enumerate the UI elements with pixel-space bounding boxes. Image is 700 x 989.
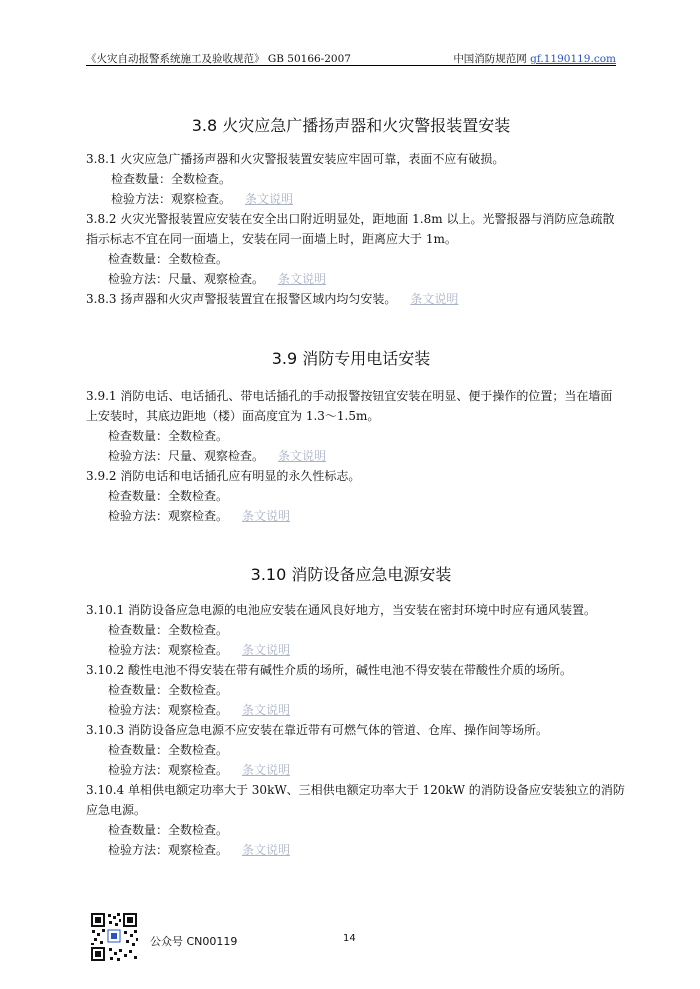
check-quantity: 检查数量：全数检查。: [108, 683, 229, 697]
check-method-text: 检验方法：观察检查。: [108, 703, 229, 717]
clause-text: 上安装时，其底边距地（楼）面高度宜为 1.3～1.5m。: [86, 409, 380, 423]
check-method: [108, 509, 290, 523]
header-doc-title: 《火灾自动报警系统施工及验收规范》 GB 50166-2007: [86, 53, 351, 65]
check-method: [108, 703, 290, 717]
check-method-text: 检验方法：观察检查。: [111, 192, 232, 206]
clause-text-body: 3.8.3 扬声器和火灾声警报装置宜在报警区域内均匀安装。: [86, 292, 397, 306]
check-method-text: 检验方法：尺量、观察检查。: [108, 449, 265, 463]
page-number: 14: [343, 933, 356, 944]
check-method-text: 检验方法：观察检查。: [108, 763, 229, 777]
clause-text: 3.10.2 酸性电池不得安装在带有碱性介质的场所，碱性电池不得安装在带酸性介质的场所。: [86, 663, 572, 677]
check-method-text: 检验方法：观察检查。: [108, 843, 229, 857]
check-quantity: 检查数量：全数检查。: [108, 252, 229, 266]
explanation-link[interactable]: 条文说明: [278, 449, 327, 463]
explanation-link[interactable]: 条文说明: [278, 272, 327, 286]
header-site: [453, 51, 616, 66]
clause-text: 3.9.2 消防电话和电话插孔应有明显的永久性标志。: [86, 469, 361, 483]
check-method: [108, 763, 290, 777]
check-quantity: 检查数量：全数检查。: [108, 489, 229, 503]
wechat-account: 公众号 CN00119: [150, 935, 238, 948]
check-quantity: 检查数量：全数检查。: [108, 429, 229, 443]
clause-text: 3.9.1 消防电话、电话插孔、带电话插孔的手动报警按钮宜安装在明显、便于操作的位置；当在墙面: [86, 389, 613, 403]
check-method-text: 检验方法：观察检查。: [108, 643, 229, 657]
check-method: [108, 843, 290, 857]
check-quantity: 检查数量：全数检查。: [108, 623, 229, 637]
explanation-link[interactable]: 条文说明: [242, 643, 291, 657]
clause-text: 应急电源。: [86, 803, 147, 817]
check-method-text: 检验方法：观察检查。: [108, 509, 229, 523]
explanation-link[interactable]: 条文说明: [242, 703, 291, 717]
explanation-link[interactable]: 条文说明: [242, 509, 291, 523]
check-quantity: 检查数量：全数检查。: [111, 172, 232, 186]
explanation-link[interactable]: 条文说明: [242, 763, 291, 777]
clause-text: 3.10.3 消防设备应急电源不应安装在靠近带有可燃气体的管道、仓库、操作间等场所。: [86, 723, 548, 737]
check-method: [108, 272, 326, 286]
clause-text: [86, 292, 458, 306]
explanation-link[interactable]: 条文说明: [242, 843, 291, 857]
qr-code-icon: [90, 912, 138, 962]
check-method: [108, 449, 326, 463]
section-title: 3.9 消防专用电话安装: [271, 349, 431, 368]
clause-text: 3.10.4 单相供电额定功率大于 30kW、三相供电额定功率大于 120kW 的消防设备应安装独立的消防: [86, 783, 625, 797]
check-quantity: 检查数量：全数检查。: [108, 823, 229, 837]
clause-text: 指示标志不宜在同一面墙上，安装在同一面墙上时，距离应大于 1m。: [86, 232, 457, 246]
explanation-link[interactable]: 条文说明: [410, 292, 459, 306]
check-method: [108, 643, 290, 657]
explanation-link[interactable]: 条文说明: [245, 192, 294, 206]
clause-text: 3.8.2 火灾光警报装置应安装在安全出口附近明显处，距地面 1.8m 以上。光警报器与消防应急疏散: [86, 212, 615, 226]
header-site-name: 中国消防规范网: [453, 53, 527, 65]
clause-text: 3.10.1 消防设备应急电源的电池应安装在通风良好地方，当安装在密封环境中时应有通风装置。: [86, 603, 596, 617]
header-site-link[interactable]: gf.1190119.com: [530, 53, 616, 65]
section-title: 3.10 消防设备应急电源安装: [250, 565, 452, 584]
section-title: 3.8 火灾应急广播扬声器和火灾警报装置安装: [191, 116, 511, 135]
header-rule: [86, 65, 616, 66]
clause-text: 3.8.1 火灾应急广播扬声器和火灾警报装置安装应牢固可靠，表面不应有破损。: [86, 152, 505, 166]
check-quantity: 检查数量：全数检查。: [108, 743, 229, 757]
check-method-text: 检验方法：尺量、观察检查。: [108, 272, 265, 286]
check-method: [111, 192, 293, 206]
